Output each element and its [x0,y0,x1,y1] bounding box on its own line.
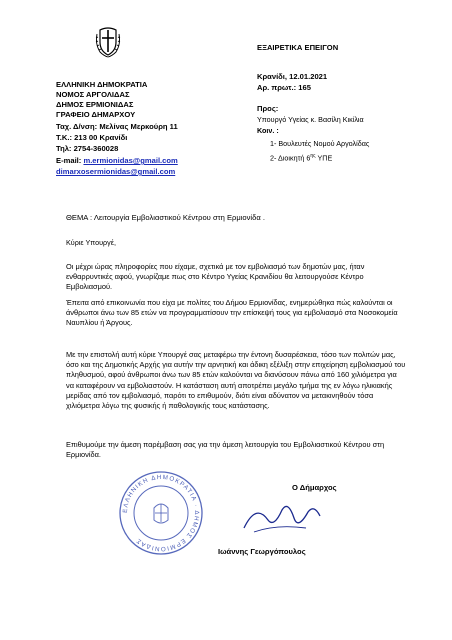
letter-subject: ΘΕΜΑ : Λειτουργία Εμβολιαστικού Κέντρου στη Ερμιονίδα . [66,213,265,222]
cc-label: Κοιν. : [257,126,279,135]
handwritten-signature [236,498,326,538]
header-line-prefecture: ΝΟΜΟΣ ΑΡΓΟΛΙΔΑΣ [56,90,130,99]
header-line-postcode: Τ.Κ.: 213 00 Κρανίδι [56,133,128,142]
municipal-seal-stamp [118,470,204,556]
cc-item-health-region-tail: ΥΠΕ [315,153,333,163]
urgency-label: ΕΞΑΙΡΕΤΙΚΑ ΕΠΕΙΓΟΝ [257,43,339,52]
salutation: Κύριε Υπουργέ, [66,238,116,247]
header-line-phone: Τηλ: 2754-360028 [56,144,119,153]
to-recipient: Υπουργό Υγείας κ. Βασίλη Κικίλια [257,115,364,124]
cc-item-health-region-text: 2- Διοικητή 6 [270,153,311,163]
email-link-primary[interactable]: m.ermionidas@gmail.com [83,156,178,165]
signatory-name: Ιωάννης Γεωργόπουλος [218,547,306,556]
body-paragraph-4 [66,440,406,460]
cc-item-superscript: ης [310,153,316,159]
cc-item-mps: 1- Βουλευτές Νομού Αργολίδας [270,139,370,148]
body-paragraph-2-text: Έπειτα από επικοινωνία που είχα με πολίτες του Δήμου Ερμιονίδας, ενημερώθηκα πώς καλούνται οι άνθρωποι άνω των 85 ετών να προγραμματίσουν την επίσκεψή τους για εμβολιασμό στα Νοσοκομεία Ναυπλίου ή Άργους. [66,298,398,328]
header-line-municipality: ΔΗΜΟΣ ΕΡΜΙΟΝΙΔΑΣ [56,100,134,109]
place-date: Κρανίδι, 12.01.2021 [257,72,328,81]
header-line-republic: ΕΛΛΗΝΙΚΗ ΔΗΜΟΚΡΑΤΙΑ [56,80,148,89]
greek-coat-of-arms-icon [94,24,122,58]
signatory-title: Ο Δήμαρχος [292,483,337,492]
cc-item-health-region [270,152,332,162]
body-paragraph-1 [66,262,406,293]
email-link-secondary[interactable]: dimarxosermionidas@gmail.com [56,167,176,176]
body-paragraph-1-text: Οι μέχρι ώρας πληροφορίες που είχαμε, σχετικά με τον εμβολιασμό των δημοτών μας, ήταν ενθαρρυντικές αφού, γνωρίζαμε πως στο Κέντρο Υγείας Κρανιδίου θα λειτουργούσε Κέντρο Εμβολιασμού. [66,262,365,292]
header-line-address: Ταχ. Δ/νση: Μελίνας Μερκούρη 11 [56,122,178,131]
seal-ring-text: ΕΛΛΗΝΙΚΗ ΔΗΜΟΚΡΑΤΙΑ · ΔΗΜΟΣ ΕΡΜΙΟΝΙΔΑΣ [121,473,201,553]
body-paragraph-4-text: Επιθυμούμε την άμεση παρέμβαση σας για την άμεση λειτουργία του Εμβολιαστικού Κέντρου στη Ερμιονίδα. [66,440,385,460]
to-label: Προς: [257,104,279,113]
header-email-line [56,156,178,166]
header-line-office: ΓΡΑΦΕΙΟ ΔΗΜΑΡΧΟΥ [56,110,136,119]
body-paragraph-3 [66,350,406,411]
protocol-number: Αρ. πρωτ.: 165 [257,83,311,92]
body-paragraph-3-text: Με την επιστολή αυτή κύριε Υπουργέ σας μεταφέρω την έντονη δυσαρέσκεια, τόσο των πολιτών μας, όσο και της Δημοτικής Αρχής για αυτήν την αρνητική και άδικη εξέλιξη στην επιχείρηση εμβολιασμού του πληθυσμού, αφού άνθρωποι άνω των 85 ετών καλούνται να διανύσουν πάνω από 160 χιλιόμετρα για να καταφέρουν να εμβολιαστούν. Η κατάσταση αυτή αποτρέπει μεγάλο τμήμα της εν λόγω ηλικιακής μερίδας από τον εμβολιασμό, παρότι το επιθυμούν, διότι είναι αδύνατον να μετακινηθούν τόσα χιλιόμετρα λόγω της φυσικής ή παθολογικής τους κατάστασης. [66,350,406,411]
body-paragraph-2 [66,298,406,329]
email-label: E-mail: [56,156,84,165]
